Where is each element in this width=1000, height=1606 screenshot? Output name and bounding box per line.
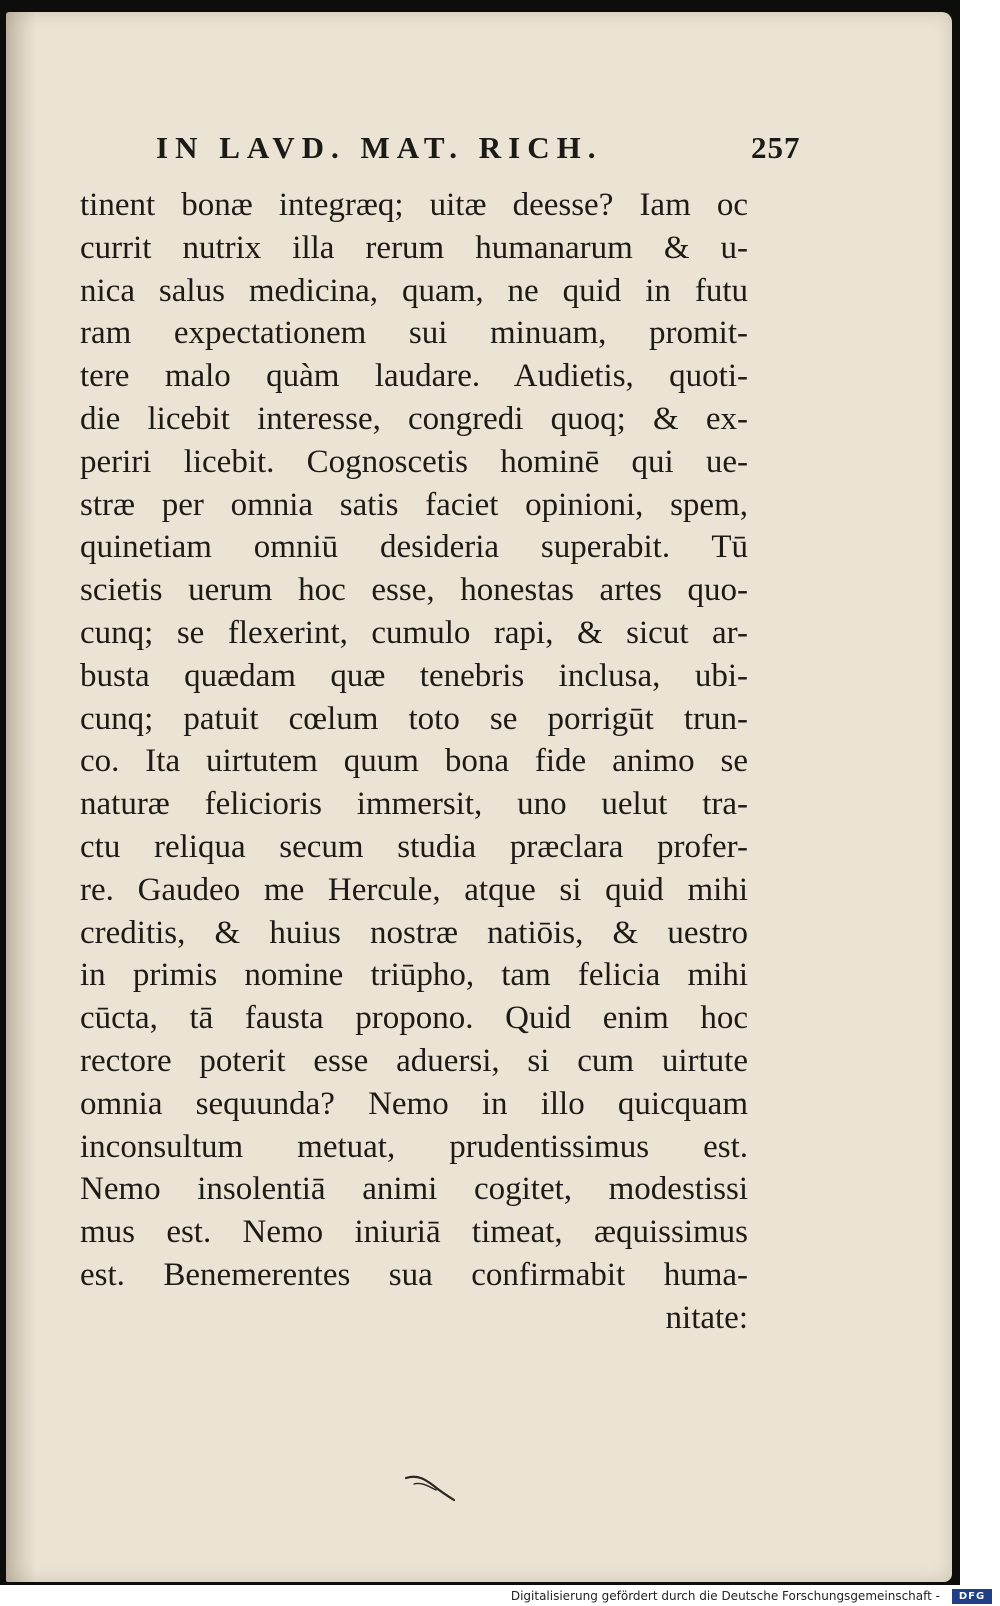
text-line: inconsultum metuat, prudentissimus est. [80, 1128, 748, 1165]
text-line: co. Ita uirtutem quum bona fide animo se [80, 743, 748, 780]
text-line: creditis, & huius nostræ natiōis, & uestro [80, 914, 748, 951]
text-line: re. Gaudeo me Hercule, atque si quid mihi [80, 871, 748, 908]
text-line: ram expectationem sui minuam, promit- [80, 315, 748, 352]
text-line: cunq; se flexerint, cumulo rapi, & sicut ar- [80, 614, 748, 651]
funding-credit: Digitalisierung gefördert durch die Deutsche Forschungsgemeinschaft - [510, 1589, 940, 1603]
book-page [6, 12, 952, 1582]
text-line: mus est. Nemo iniuriā timeat, æquissimus [80, 1214, 748, 1251]
text-line: nica salus medicina, quam, ne quid in futu [80, 272, 748, 309]
text-line: Nemo insolentiā animi cogitet, modestissi [80, 1171, 748, 1208]
text-line: in primis nomine triūpho, tam felicia mihi [80, 957, 748, 994]
text-line-catchword: nitate: [665, 1299, 748, 1336]
text-line: ctu reliqua secum studia præclara profer- [80, 828, 748, 865]
ink-mark-icon [404, 1470, 464, 1506]
text-line: tere malo quàm laudare. Audietis, quoti- [80, 358, 748, 395]
body-text [80, 184, 748, 1340]
text-line: tinent bonæ integræq; uitæ deesse? Iam oc [80, 187, 748, 223]
footer [0, 1585, 1000, 1606]
text-line: die licebit interesse, congredi quoq; & ex- [80, 400, 748, 437]
running-head: IN LAVD. MAT. RICH. [156, 130, 603, 165]
text-line: rectore poterit esse aduersi, si cum uirtute [80, 1042, 748, 1079]
text-line: naturæ felicioris immersit, uno uelut tra- [80, 786, 748, 823]
text-line: cunq; patuit cœlum toto se porrigūt trun- [80, 700, 748, 737]
text-line: currit nutrix illa rerum humanarum & u- [80, 229, 748, 266]
dfg-logo-icon: DFG [952, 1589, 992, 1604]
text-line: quinetiam omniū desideria superabit. Tū [80, 529, 748, 566]
text-line: busta quædam quæ tenebris inclusa, ubi- [80, 657, 748, 694]
text-line: omnia sequunda? Nemo in illo quicquam [80, 1085, 748, 1122]
text-line: scietis uerum hoc esse, honestas artes quo- [80, 572, 748, 609]
text-line: cūcta, tā fausta propono. Quid enim hoc [80, 1000, 748, 1037]
page-number: 257 [751, 130, 801, 165]
text-line: periri licebit. Cognoscetis hominē qui ue- [80, 443, 748, 480]
text-line: est. Benemerentes sua confirmabit huma- [80, 1256, 748, 1293]
text-line: stræ per omnia satis faciet opinioni, spem, [80, 486, 748, 523]
